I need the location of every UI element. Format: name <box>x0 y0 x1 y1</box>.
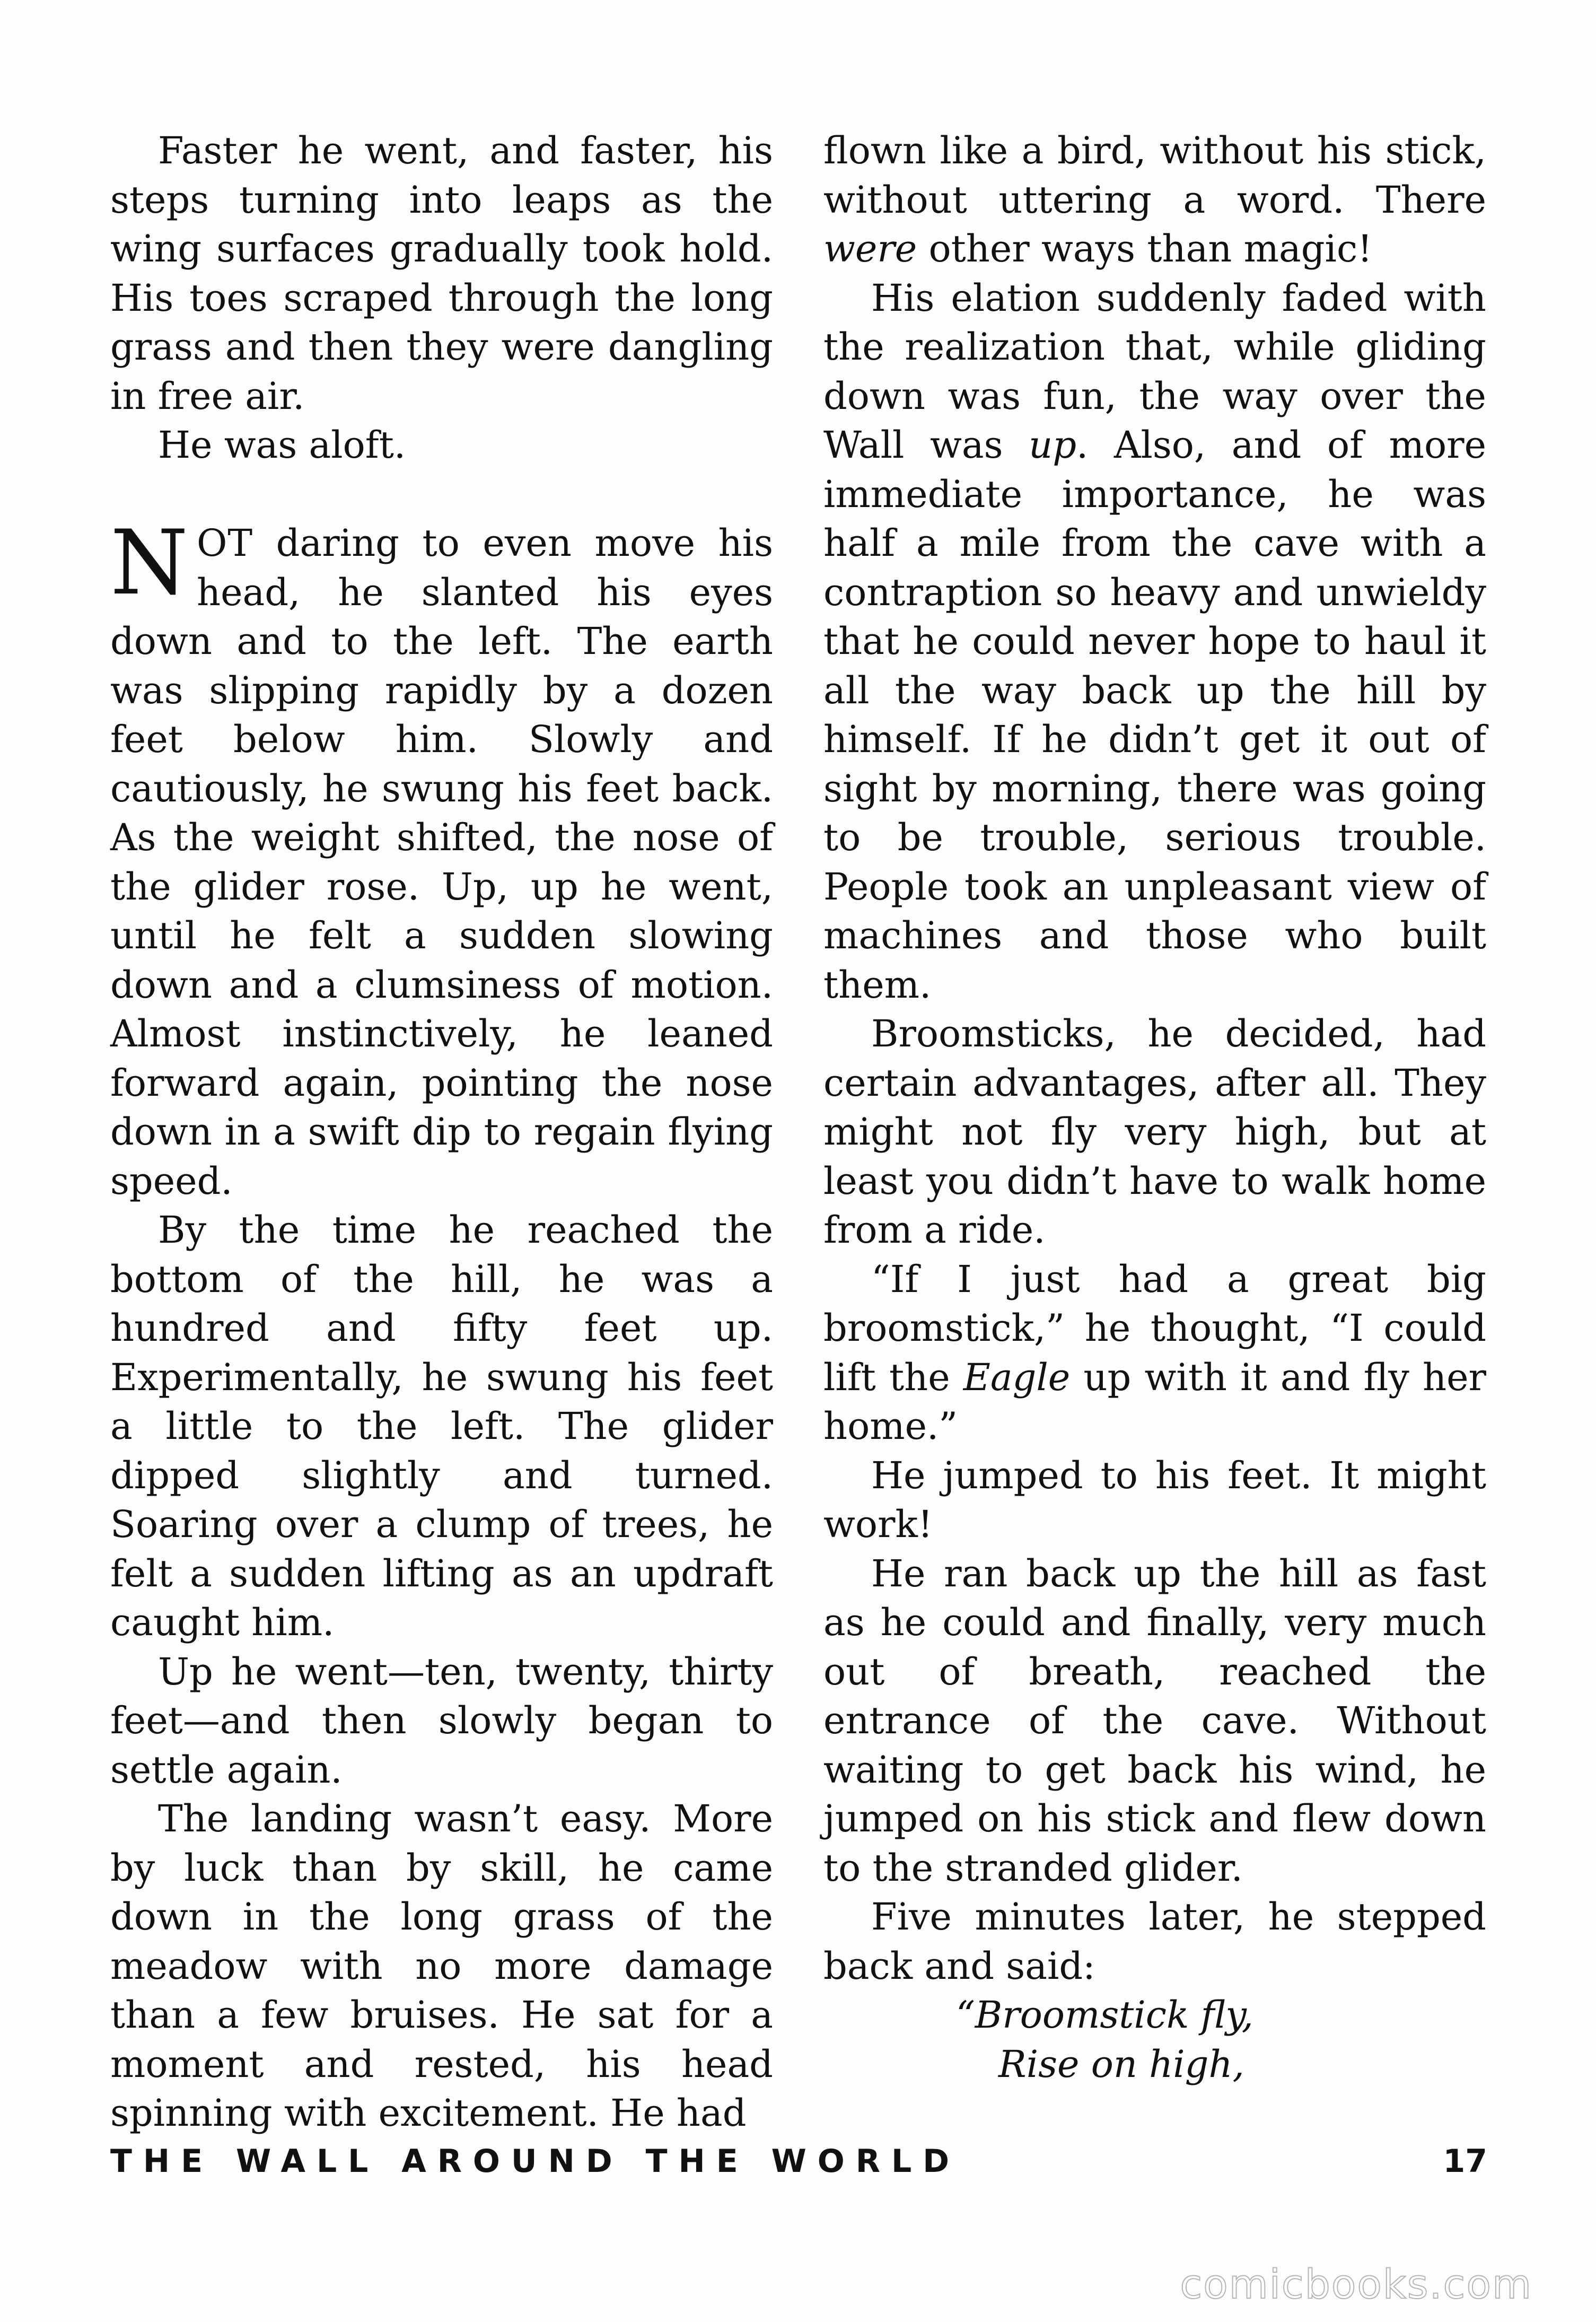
paragraph: Up he went—ten, twenty, thirty feet—and then slowly began to settle again. <box>110 1649 773 1792</box>
paragraph: By the time he reached the bottom of the hill, he was a hundred and fifty feet up. Experimentally, he swung his feet a little to the left. The glider dipped slightly and turned. Soaring over a clump of trees, he felt a sudden lifting as an updraft caught him. <box>110 1208 773 1644</box>
left-column <box>110 126 773 2138</box>
section-start-paragraph <box>110 511 773 1206</box>
page-number: 17 <box>1443 2143 1487 2180</box>
right-column <box>823 126 1486 2089</box>
paragraph <box>823 1255 1486 1451</box>
drop-cap: N <box>110 511 188 615</box>
paragraph-text: His elation suddenly faded with the realization that, while gliding down was fun, the way over the Wall was <box>823 276 1486 467</box>
paragraph: He was aloft. <box>158 423 406 467</box>
continued-paragraph <box>823 126 1486 274</box>
paragraph <box>823 274 1486 1010</box>
italic-text: Eagle <box>963 1355 1071 1399</box>
paragraph: Broomsticks, he decided, had certain advantages, after all. They might not fly very high, but at least you didn’t have to walk home from a ride. <box>823 1012 1486 1252</box>
italic-text: were <box>823 227 917 270</box>
paragraph-text: other ways than magic! <box>917 227 1373 270</box>
running-footer-title: THE WALL AROUND THE WORLD <box>110 2143 961 2180</box>
paragraph: Faster he went, and faster, his steps turning into leaps as the wing surfaces gradually took hold. His toes scraped through the long grass and then they were dangling in free air. <box>110 129 773 418</box>
paragraph-text: daring to even move his head, he slanted his eyes down and to the left. The earth was slipping rapidly by a dozen feet below him. Slowly and cautiously, he swung his feet back. As the weight shifted, the nose of the glider rose. Up, up he went, until he felt a sudden slowing down and a clumsiness of motion. Almost instinctively, he leaned forward again, pointing the nose down in a swift dip to regain flying speed. <box>110 521 773 1203</box>
paragraph: Five minutes later, he stepped back and said: <box>823 1895 1486 1988</box>
small-caps-lead: OT <box>197 521 253 565</box>
paragraph-text: flown like a bird, without his stick, without uttering a word. There <box>823 129 1486 222</box>
verse-line: “Broomstick fly, <box>956 1993 1253 2037</box>
paragraph-text: up with it and fly her home.” <box>823 1355 1486 1448</box>
paragraph: He ran back up the hill as fast as he could and finally, very much out of breath, reached the entrance of the cave. Without waiting to get back his wind, he jumped on his stick and flew down to the stranded glider. <box>823 1551 1486 1890</box>
paragraph-text: . Also, and of more immediate importance, he was half a mile from the cave with a contraption so heavy and unwieldy that he could never hope to haul it all the way back up the hill by himself. If he didn’t get it out of sight by morning, there was going to be trouble, serious trouble. People took an unpleasant view of machines and those who built them. <box>823 423 1486 1007</box>
verse-line: Rise on high, <box>998 2042 1244 2086</box>
watermark: comicbooks.com <box>1180 2260 1532 2308</box>
paragraph: He jumped to his feet. It might work! <box>823 1453 1486 1546</box>
paragraph-text: “If I just had a great big broomstick,” he thought, “I could lift the <box>823 1257 1486 1399</box>
italic-text: up <box>1029 423 1077 467</box>
paragraph: The landing wasn’t easy. More by luck than by skill, he came down in the long grass of the meadow with no more damage than a few bruises. He sat for a moment and rested, his head spinning with excitement. He had <box>110 1797 773 2135</box>
